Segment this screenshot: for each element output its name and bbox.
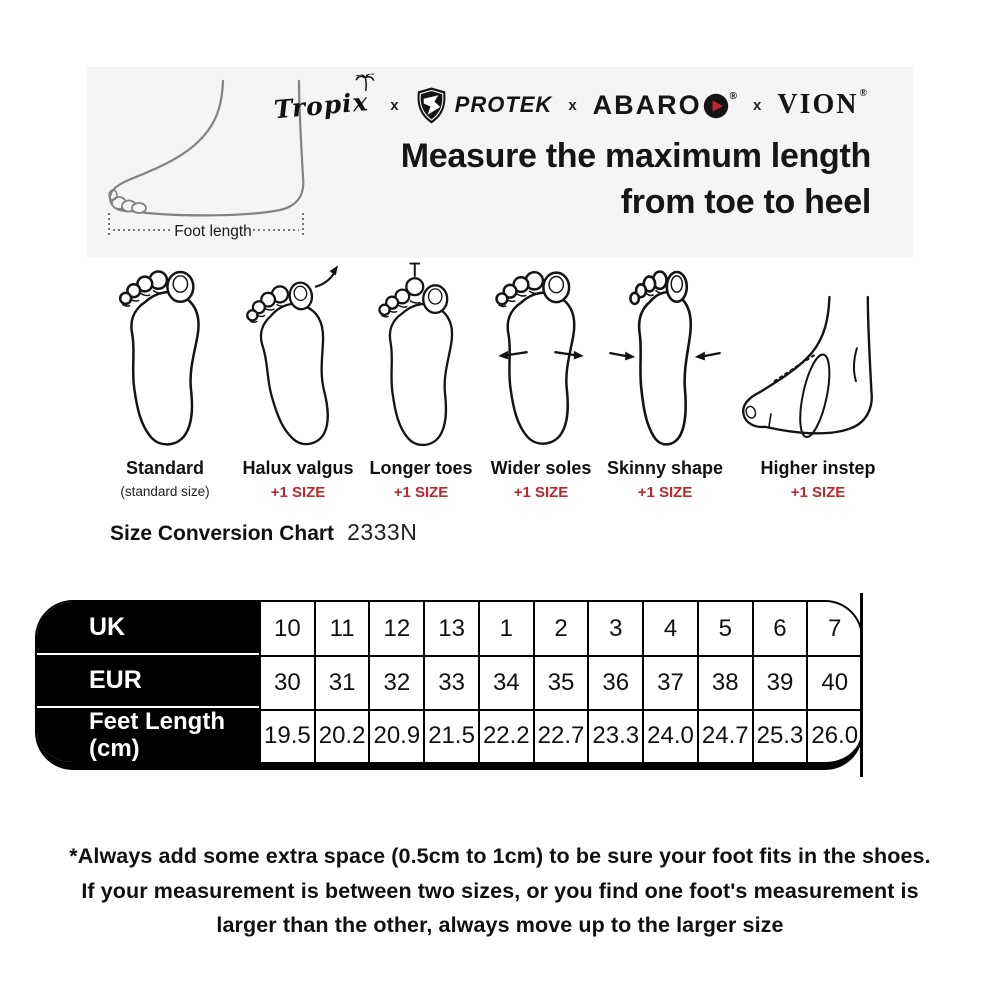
protek-shield-icon: [415, 86, 448, 125]
table-values: [259, 602, 861, 762]
abaro-play-icon: [703, 93, 729, 119]
table-cell: 25.3: [752, 709, 807, 762]
table-cell: 26.0: [806, 709, 861, 762]
size-chart-model-number: 2333N: [347, 519, 418, 545]
table-cell: 22.7: [533, 709, 588, 762]
table-cell: 11: [314, 602, 369, 655]
brand-separator: x: [753, 96, 762, 114]
size-chart-heading: [110, 519, 417, 546]
tropix-logo-text: Tropix: [272, 86, 370, 124]
vion-logo: [777, 89, 869, 121]
higher-instep-foot-illustration: [738, 260, 898, 452]
longer-toes-foot-illustration: [362, 260, 480, 452]
foot-type-size-note: +1 SIZE: [513, 484, 569, 501]
row-label-eur: [37, 655, 259, 708]
fitting-note-line-2: If your measurement is between two sizes, or you find one foot's measurement is: [81, 878, 919, 903]
table-cell: 19.5: [259, 709, 314, 762]
skinny-shape-foot-illustration: [606, 260, 724, 452]
table-cell: 35: [533, 655, 588, 708]
vion-logo-text: VION: [777, 89, 859, 120]
fitting-note-line-3: larger than the other, always move up to the larger size: [216, 913, 784, 937]
table-cell: 4: [642, 602, 697, 655]
brand-separator: x: [390, 96, 399, 114]
foot-type-wider-soles: [481, 260, 601, 501]
foot-type-label: Halux valgus: [242, 458, 354, 478]
row-label-text: Feet Length: [89, 708, 225, 735]
table-row-feet-length: [259, 709, 861, 762]
fitting-note-line-1: *Always add some extra space (0.5cm to 1cm) to be sure your foot fits in the shoes.: [69, 844, 931, 868]
foot-type-label: Skinny shape: [606, 458, 724, 478]
foot-types-row: [95, 260, 907, 501]
protek-logo: [415, 86, 553, 125]
row-label-unit: (cm): [89, 735, 140, 762]
tropix-logo: [273, 86, 376, 124]
row-label-feet-length: [37, 708, 259, 762]
standard-foot-illustration: [106, 260, 224, 452]
abaro-logo: [592, 89, 738, 120]
row-label-text: EUR: [89, 666, 142, 694]
foot-type-size-note: +1 SIZE: [637, 484, 693, 501]
brand-separator: x: [568, 96, 577, 114]
table-cell: 39: [752, 655, 807, 708]
table-cell: 20.9: [368, 709, 423, 762]
table-cell: 22.2: [478, 709, 533, 762]
foot-type-higher-instep: [729, 260, 907, 501]
title-line-2: from toe to heel: [620, 183, 871, 221]
table-cell: 12: [368, 602, 423, 655]
toe-length-mark: [410, 264, 419, 276]
table-cell: 13: [423, 602, 478, 655]
table-cell: 36: [587, 655, 642, 708]
table-cell: 24.0: [642, 709, 697, 762]
size-chart-title: Size Conversion Chart: [110, 522, 335, 545]
foot-type-size-note: +1 SIZE: [270, 484, 326, 501]
brand-logos: [274, 83, 869, 127]
registered-mark: ®: [859, 88, 869, 99]
foot-type-label: Higher instep: [760, 458, 876, 478]
table-cell: 33: [423, 655, 478, 708]
abaro-logo-text: ABARO: [592, 89, 702, 120]
foot-type-size-note: +1 SIZE: [393, 484, 449, 501]
table-cell: 1: [478, 602, 533, 655]
table-cell: 3: [587, 602, 642, 655]
measure-instruction-title: [401, 133, 871, 225]
palm-tree-icon: [354, 73, 375, 92]
table-cell: 40: [806, 655, 861, 708]
foot-type-label: Standard: [125, 458, 204, 478]
table-cell: 38: [697, 655, 752, 708]
table-cell: 24.7: [697, 709, 752, 762]
table-right-edge-line: [860, 593, 863, 777]
table-cell: 7: [806, 602, 861, 655]
table-cell: 21.5: [423, 709, 478, 762]
table-cell: 23.3: [587, 709, 642, 762]
foot-type-standard: [95, 260, 235, 499]
table-cell: 30: [259, 655, 314, 708]
foot-type-skinny-shape: [601, 260, 729, 501]
foot-type-halux-valgus: [235, 260, 361, 501]
title-line-1: Measure the maximum length: [400, 137, 871, 175]
halux-valgus-foot-illustration: [238, 260, 358, 452]
row-label-text: UK: [89, 613, 126, 641]
row-label-uk: [37, 602, 259, 655]
table-cell: 32: [368, 655, 423, 708]
table-cell: 5: [697, 602, 752, 655]
foot-type-size-note: (standard size): [120, 484, 210, 499]
foot-type-size-note: +1 SIZE: [790, 484, 846, 501]
fitting-note: [0, 839, 1000, 943]
wider-soles-foot-illustration: [481, 260, 601, 452]
foot-length-label: Foot length: [174, 223, 252, 240]
size-conversion-table: [35, 600, 863, 770]
table-cell: 20.2: [314, 709, 369, 762]
table-row-uk: [259, 602, 861, 655]
table-cell: 10: [259, 602, 314, 655]
table-row-eur: [259, 655, 861, 708]
table-cell: 2: [533, 602, 588, 655]
table-cell: 34: [478, 655, 533, 708]
table-header-column: [37, 602, 259, 762]
foot-type-label: Wider soles: [490, 458, 592, 478]
foot-type-label: Longer toes: [369, 458, 473, 478]
table-cell: 31: [314, 655, 369, 708]
table-cell: 6: [752, 602, 807, 655]
protek-logo-text: PROTEK: [454, 92, 553, 117]
header-panel: [87, 67, 913, 258]
table-cell: 37: [642, 655, 697, 708]
foot-type-longer-toes: [361, 260, 481, 501]
registered-mark: ®: [729, 90, 738, 102]
size-up-arrow: [316, 265, 338, 286]
